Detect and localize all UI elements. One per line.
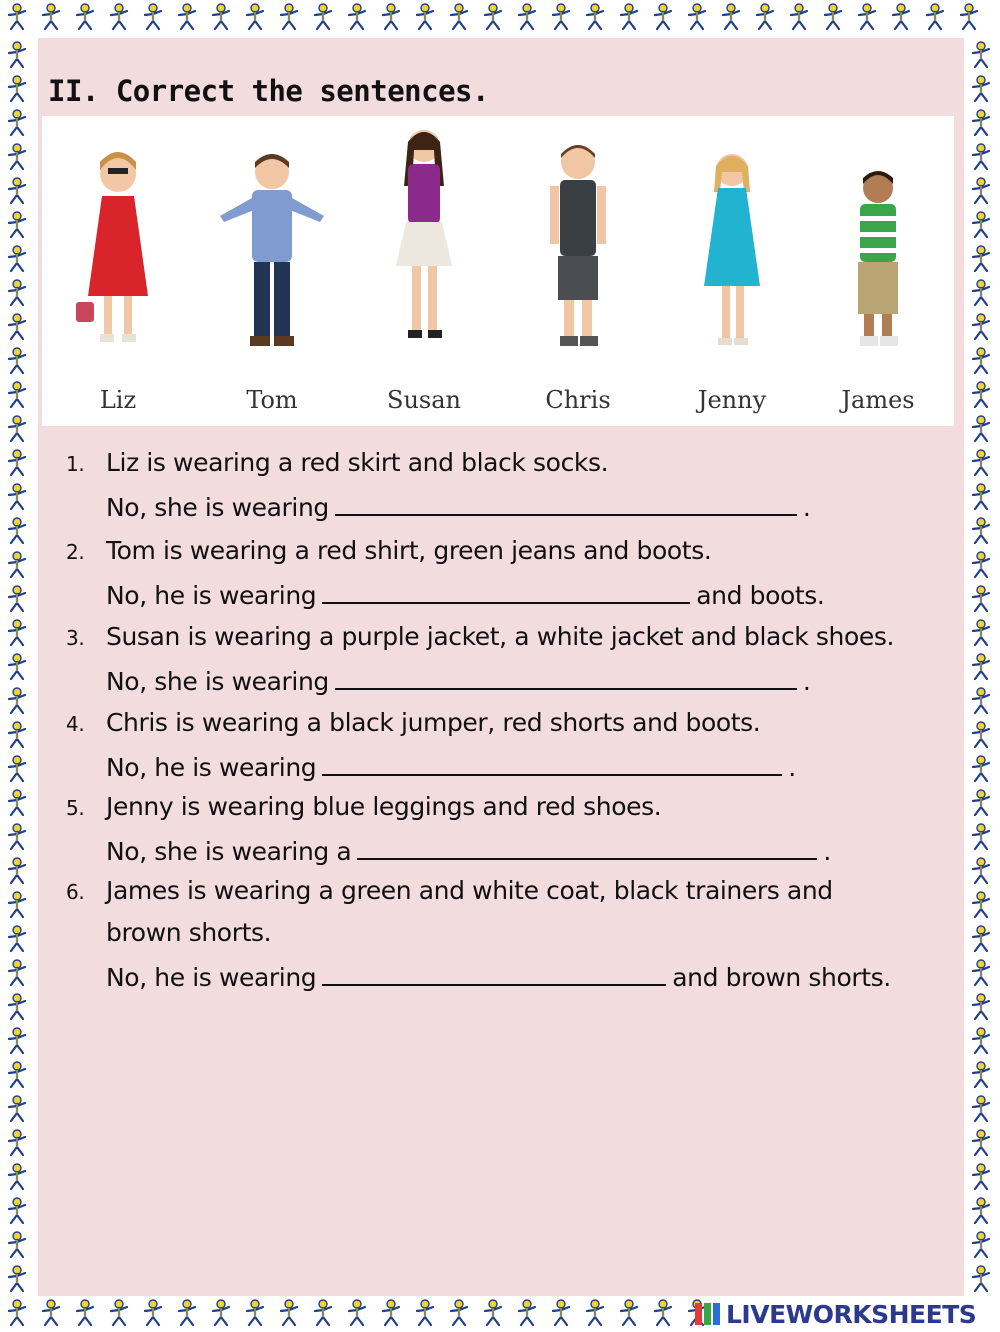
stick-figure-icon bbox=[964, 174, 998, 208]
stick-figure-icon bbox=[374, 1296, 408, 1330]
answer-blank[interactable] bbox=[322, 580, 690, 604]
stick-figure-icon bbox=[884, 0, 918, 34]
stick-figure-icon bbox=[680, 0, 714, 34]
child-figure-icon bbox=[656, 116, 808, 376]
stick-figure-icon bbox=[0, 1194, 34, 1228]
stick-figure-icon bbox=[238, 0, 272, 34]
stick-figure-icon bbox=[272, 0, 306, 34]
stick-figure-icon bbox=[0, 786, 34, 820]
stick-figure-icon bbox=[0, 1262, 34, 1296]
stick-figure-icon bbox=[964, 106, 998, 140]
stick-figure-icon bbox=[0, 1058, 34, 1092]
stick-figure-icon bbox=[0, 854, 34, 888]
stick-figure-icon bbox=[964, 752, 998, 786]
stick-figure-icon bbox=[0, 0, 34, 34]
stick-figure-icon bbox=[0, 378, 34, 412]
stick-figure-icon bbox=[964, 480, 998, 514]
child-name: James bbox=[841, 386, 915, 414]
stick-figure-icon bbox=[238, 1296, 272, 1330]
stick-figure-icon bbox=[0, 208, 34, 242]
stick-figure-icon bbox=[0, 140, 34, 174]
stick-figure-icon bbox=[0, 922, 34, 956]
item-statement: Jenny is wearing blue leggings and red shoes. bbox=[106, 792, 662, 821]
stick-figure-icon bbox=[964, 956, 998, 990]
stick-figure-icon bbox=[964, 1126, 998, 1160]
child-jenny bbox=[656, 116, 808, 426]
stick-figure-icon bbox=[136, 1296, 170, 1330]
stick-figure-icon bbox=[964, 718, 998, 752]
stick-figure-icon bbox=[0, 548, 34, 582]
stick-figure-icon bbox=[0, 38, 34, 72]
item-number: 6. bbox=[66, 880, 85, 904]
worksheet-heading: II. Correct the sentences. bbox=[48, 74, 489, 108]
stick-figure-icon bbox=[204, 0, 238, 34]
stick-figure-icon bbox=[646, 1296, 680, 1330]
answer-blank[interactable] bbox=[322, 752, 782, 776]
stick-figure-icon bbox=[964, 38, 998, 72]
stick-figure-icon bbox=[964, 412, 998, 446]
answer-prefix: No, he is wearing bbox=[106, 753, 317, 782]
child-figure-icon bbox=[348, 116, 500, 376]
stick-figure-icon bbox=[0, 1296, 34, 1330]
stick-figure-icon bbox=[0, 616, 34, 650]
border-bottom bbox=[0, 1296, 720, 1332]
answer-prefix: No, he is wearing bbox=[106, 581, 317, 610]
child-chris bbox=[502, 116, 654, 426]
answer-prefix: No, she is wearing bbox=[106, 493, 329, 522]
stick-figure-icon bbox=[964, 888, 998, 922]
child-tom bbox=[196, 116, 348, 426]
child-name: Chris bbox=[545, 386, 611, 414]
answer-suffix: and boots. bbox=[696, 581, 825, 610]
item-number: 3. bbox=[66, 626, 85, 650]
stick-figure-icon bbox=[964, 242, 998, 276]
stick-figure-icon bbox=[0, 1024, 34, 1058]
stick-figure-icon bbox=[816, 0, 850, 34]
stick-figure-icon bbox=[964, 854, 998, 888]
stick-figure-icon bbox=[340, 1296, 374, 1330]
item-statement: James is wearing a green and white coat, black trainers and bbox=[106, 876, 833, 905]
answer-prefix: No, he is wearing bbox=[106, 963, 317, 992]
stick-figure-icon bbox=[0, 650, 34, 684]
stick-figure-icon bbox=[964, 1194, 998, 1228]
child-figure-icon bbox=[802, 116, 954, 376]
child-liz bbox=[42, 116, 194, 426]
stick-figure-icon bbox=[782, 0, 816, 34]
stick-figure-icon bbox=[0, 990, 34, 1024]
answer-suffix: and brown shorts. bbox=[672, 963, 891, 992]
item-statement-continued: brown shorts. bbox=[106, 918, 272, 947]
stick-figure-icon bbox=[964, 990, 998, 1024]
item-statement: Tom is wearing a red shirt, green jeans and boots. bbox=[106, 536, 712, 565]
stick-figure-icon bbox=[0, 412, 34, 446]
stick-figure-icon bbox=[408, 1296, 442, 1330]
child-name: Jenny bbox=[697, 386, 767, 414]
stick-figure-icon bbox=[0, 1092, 34, 1126]
stick-figure-icon bbox=[0, 582, 34, 616]
stick-figure-icon bbox=[964, 1160, 998, 1194]
stick-figure-icon bbox=[918, 0, 952, 34]
stick-figure-icon bbox=[964, 378, 998, 412]
stick-figure-icon bbox=[544, 1296, 578, 1330]
stick-figure-icon bbox=[0, 344, 34, 378]
stick-figure-icon bbox=[964, 140, 998, 174]
border-top bbox=[0, 0, 1000, 38]
stick-figure-icon bbox=[306, 1296, 340, 1330]
answer-suffix: . bbox=[802, 493, 811, 522]
item-number: 1. bbox=[66, 452, 85, 476]
stick-figure-icon bbox=[0, 310, 34, 344]
item-number: 4. bbox=[66, 712, 85, 736]
stick-figure-icon bbox=[374, 0, 408, 34]
answer-prefix: No, she is wearing a bbox=[106, 837, 352, 866]
child-name: Liz bbox=[99, 386, 137, 414]
liveworksheets-logo-icon bbox=[694, 1300, 722, 1328]
stick-figure-icon bbox=[964, 1092, 998, 1126]
stick-figure-icon bbox=[0, 820, 34, 854]
child-james bbox=[802, 116, 954, 426]
stick-figure-icon bbox=[476, 1296, 510, 1330]
stick-figure-icon bbox=[612, 1296, 646, 1330]
stick-figure-icon bbox=[102, 1296, 136, 1330]
child-figure-icon bbox=[42, 116, 194, 376]
stick-figure-icon bbox=[964, 616, 998, 650]
stick-figure-icon bbox=[964, 1024, 998, 1058]
stick-figure-icon bbox=[964, 344, 998, 378]
answer-suffix: . bbox=[788, 753, 796, 782]
stick-figure-icon bbox=[170, 1296, 204, 1330]
stick-figure-icon bbox=[272, 1296, 306, 1330]
stick-figure-icon bbox=[476, 0, 510, 34]
item-statement: Liz is wearing a red skirt and black socks. bbox=[106, 448, 609, 477]
answer-blank[interactable] bbox=[322, 962, 666, 986]
stick-figure-icon bbox=[964, 514, 998, 548]
stick-figure-icon bbox=[510, 0, 544, 34]
stick-figure-icon bbox=[510, 1296, 544, 1330]
item-statement: Chris is wearing a black jumper, red shorts and boots. bbox=[106, 708, 761, 737]
answer-suffix: . bbox=[802, 667, 811, 696]
stick-figure-icon bbox=[136, 0, 170, 34]
stick-figure-icon bbox=[0, 752, 34, 786]
stick-figure-icon bbox=[0, 72, 34, 106]
answer-suffix: . bbox=[823, 837, 831, 866]
stick-figure-icon bbox=[964, 582, 998, 616]
answer-prefix: No, she is wearing bbox=[106, 667, 329, 696]
stick-figure-icon bbox=[68, 0, 102, 34]
item-statement: Susan is wearing a purple jacket, a white jacket and black shoes. bbox=[106, 622, 895, 651]
border-right bbox=[964, 38, 1000, 1296]
stick-figure-icon bbox=[0, 718, 34, 752]
stick-figure-icon bbox=[340, 0, 374, 34]
stick-figure-icon bbox=[0, 446, 34, 480]
stick-figure-icon bbox=[964, 650, 998, 684]
liveworksheets-logo bbox=[694, 1298, 1000, 1330]
child-name: Tom bbox=[246, 386, 298, 414]
stick-figure-icon bbox=[850, 0, 884, 34]
stick-figure-icon bbox=[964, 208, 998, 242]
stick-figure-icon bbox=[0, 888, 34, 922]
stick-figure-icon bbox=[442, 0, 476, 34]
stick-figure-icon bbox=[964, 446, 998, 480]
stick-figure-icon bbox=[0, 1126, 34, 1160]
stick-figure-icon bbox=[0, 242, 34, 276]
stick-figure-icon bbox=[578, 0, 612, 34]
stick-figure-icon bbox=[0, 480, 34, 514]
stick-figure-icon bbox=[204, 1296, 238, 1330]
stick-figure-icon bbox=[964, 310, 998, 344]
stick-figure-icon bbox=[442, 1296, 476, 1330]
stick-figure-icon bbox=[646, 0, 680, 34]
stick-figure-icon bbox=[102, 0, 136, 34]
stick-figure-icon bbox=[34, 0, 68, 34]
stick-figure-icon bbox=[964, 1262, 998, 1296]
stick-figure-icon bbox=[0, 684, 34, 718]
stick-figure-icon bbox=[306, 0, 340, 34]
stick-figure-icon bbox=[714, 0, 748, 34]
stick-figure-icon bbox=[0, 106, 34, 140]
stick-figure-icon bbox=[170, 0, 204, 34]
stick-figure-icon bbox=[0, 276, 34, 310]
border-left bbox=[0, 38, 38, 1296]
stick-figure-icon bbox=[0, 1228, 34, 1262]
stick-figure-icon bbox=[612, 0, 646, 34]
stick-figure-icon bbox=[578, 1296, 612, 1330]
child-name: Susan bbox=[387, 386, 461, 414]
stick-figure-icon bbox=[0, 174, 34, 208]
answer-blank[interactable] bbox=[335, 492, 797, 516]
stick-figure-icon bbox=[964, 72, 998, 106]
stick-figure-icon bbox=[964, 786, 998, 820]
stick-figure-icon bbox=[964, 820, 998, 854]
item-number: 5. bbox=[66, 796, 85, 820]
stick-figure-icon bbox=[964, 276, 998, 310]
stick-figure-icon bbox=[964, 922, 998, 956]
answer-blank[interactable] bbox=[357, 836, 817, 860]
stick-figure-icon bbox=[964, 1228, 998, 1262]
children-picture bbox=[42, 116, 954, 426]
stick-figure-icon bbox=[748, 0, 782, 34]
stick-figure-icon bbox=[408, 0, 442, 34]
child-susan bbox=[348, 116, 500, 426]
stick-figure-icon bbox=[964, 684, 998, 718]
stick-figure-icon bbox=[964, 1058, 998, 1092]
stick-figure-icon bbox=[68, 1296, 102, 1330]
stick-figure-icon bbox=[544, 0, 578, 34]
stick-figure-icon bbox=[0, 1160, 34, 1194]
stick-figure-icon bbox=[952, 0, 986, 34]
answer-blank[interactable] bbox=[335, 666, 797, 690]
stick-figure-icon bbox=[0, 956, 34, 990]
child-figure-icon bbox=[196, 116, 348, 376]
stick-figure-icon bbox=[0, 514, 34, 548]
child-figure-icon bbox=[502, 116, 654, 376]
stick-figure-icon bbox=[34, 1296, 68, 1330]
stick-figure-icon bbox=[964, 548, 998, 582]
logo-text: LIVEWORKSHEETS bbox=[726, 1299, 977, 1329]
item-number: 2. bbox=[66, 540, 85, 564]
worksheet bbox=[38, 38, 964, 1296]
